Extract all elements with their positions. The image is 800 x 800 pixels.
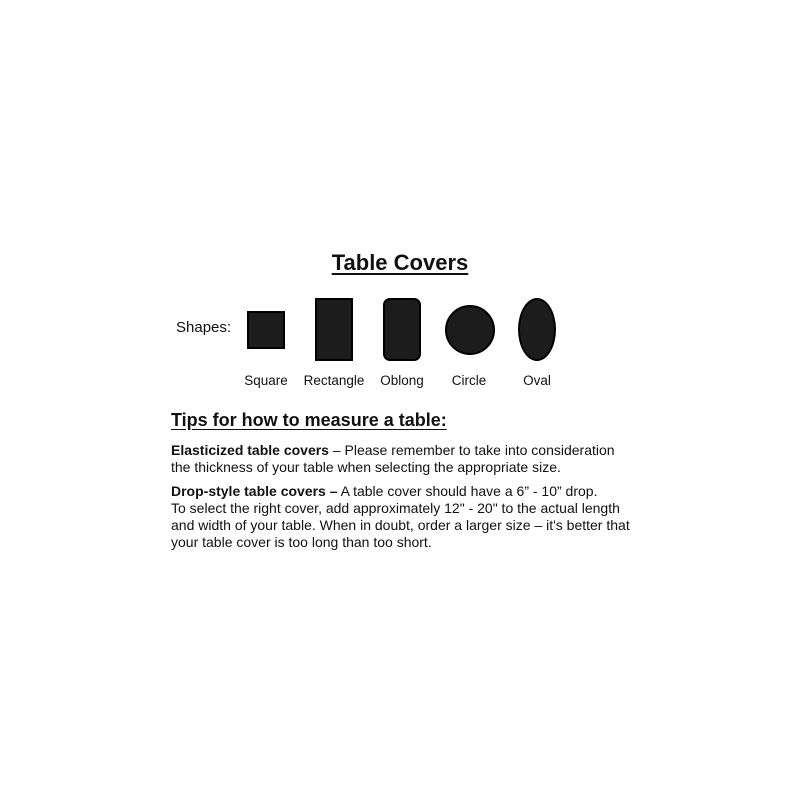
drop-style-tip-text: A table cover should have a 6” - 10” drop. — [337, 483, 598, 499]
rectangle-shape-icon — [315, 298, 353, 361]
oblong-shape-icon — [383, 298, 421, 361]
shape-label-oblong: Oblong — [380, 373, 424, 388]
square-shape-icon — [247, 311, 285, 349]
tips-heading: Tips for how to measure a table: — [171, 410, 447, 430]
drop-style-tip-title: Drop-style table covers – — [171, 483, 338, 499]
elasticized-tip-line-1 — [171, 442, 641, 459]
page-title: Table Covers — [331, 250, 469, 275]
drop-style-tip-line-4: your table cover is too long than too short. — [171, 534, 432, 550]
drop-style-tip-line-3: and width of your table. When in doubt, order a larger size – it's better that — [171, 517, 630, 533]
shape-label-rectangle: Rectangle — [303, 373, 365, 388]
elasticized-tip — [171, 442, 641, 476]
circle-shape-icon — [445, 305, 495, 355]
drop-style-tip-line-2: To select the right cover, add approximately 12" - 20" to the actual length — [171, 500, 620, 516]
shape-label-circle: Circle — [451, 373, 487, 388]
drop-style-tip-line-1 — [171, 483, 641, 500]
elasticized-tip-text: – Please remember to take into consideration — [328, 442, 615, 458]
drop-style-tip — [171, 483, 641, 551]
oval-shape-icon — [518, 298, 556, 361]
shape-label-square: Square — [244, 373, 288, 388]
shapes-label: Shapes: — [176, 319, 232, 336]
shape-label-oval: Oval — [523, 373, 551, 388]
elasticized-tip-title: Elasticized table covers — [171, 442, 329, 458]
elasticized-tip-line-2: the thickness of your table when selecting the appropriate size. — [171, 459, 561, 475]
